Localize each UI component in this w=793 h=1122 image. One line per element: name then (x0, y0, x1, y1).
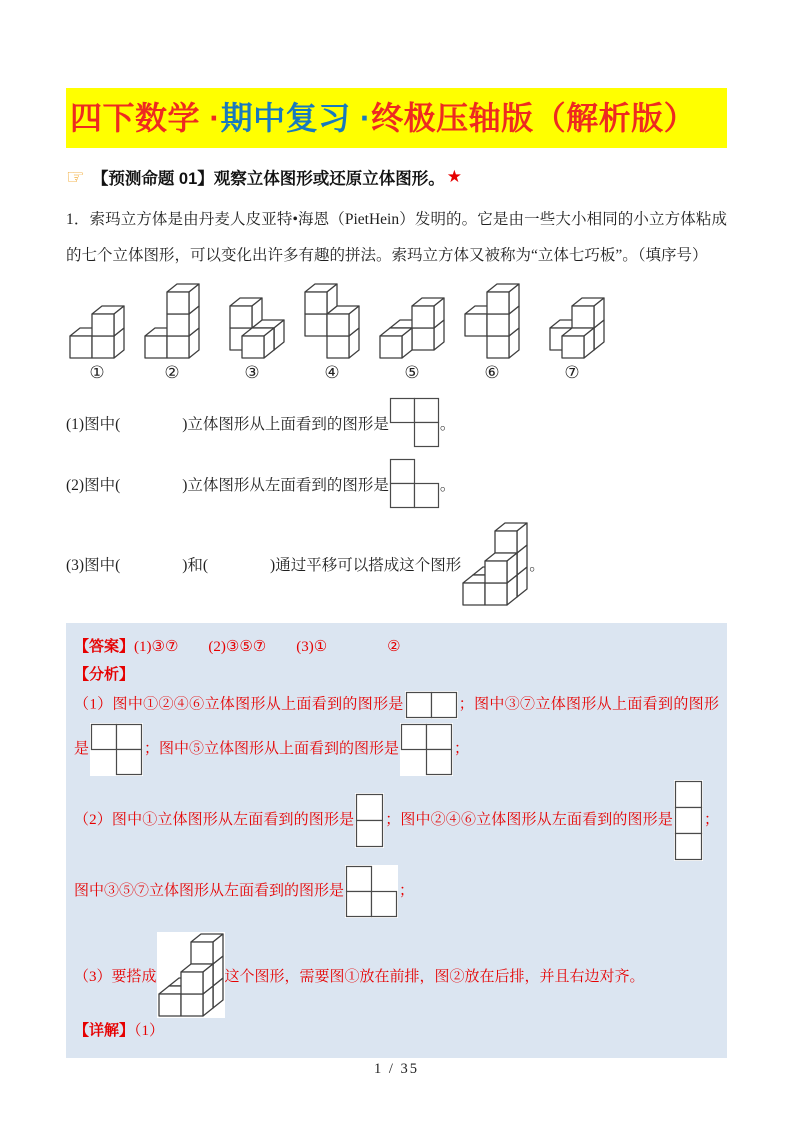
section-header (66, 165, 727, 189)
analysis-2-text-a: （2）图中①立体图形从左面看到的图形是 (74, 811, 355, 828)
figure-7-label: ⑦ (564, 363, 580, 382)
analysis-2-text-b: ；图中②④⑥立体图形从左面看到的图形是 (385, 811, 673, 828)
answer-values: (1)③⑦ (2)③⑤⑦ (3)① ② (134, 639, 401, 655)
title-segment: 终极压轴版（解析版） (371, 100, 697, 136)
question-3-text: (3)图中( )和( )通过平移可以搭成这个图形 (66, 557, 462, 574)
soma-figure-1 (68, 304, 126, 383)
cube-figure-2 (143, 282, 201, 360)
question-2-text: (2)图中( )立体图形从左面看到的图形是 (66, 476, 389, 494)
analysis-1-text-a: （1）图中①②④⑥立体图形从上面看到的图形是 (74, 696, 404, 713)
figure-6-label: ⑥ (484, 363, 500, 382)
top-view-row-grid (405, 691, 458, 719)
analysis-2-text-c: ；图中③⑤⑦立体图形从左面看到的图形是 (74, 811, 719, 899)
soma-figure-6 (463, 282, 521, 383)
answer-section (66, 623, 727, 1058)
figure-3-label: ③ (244, 363, 260, 382)
soma-figure-2 (143, 282, 201, 383)
analysis-2-end: ； (399, 882, 415, 899)
doc-title (66, 88, 727, 148)
question-3-period: 。 (529, 557, 545, 574)
soma-figure-7 (538, 296, 606, 383)
answer-label: 【答案】 (74, 639, 135, 655)
star-icon: ★ (446, 167, 463, 186)
soma-figure-3 (218, 296, 286, 383)
cube-figure-6 (463, 282, 521, 360)
section-header-text: 【预测命题 01】观察立体图形或还原立体图形。 (91, 170, 445, 188)
left-view-col3-grid (674, 780, 703, 861)
analysis-label-line (74, 661, 719, 689)
staircase-cube-figure (461, 521, 529, 607)
analysis-2 (74, 778, 719, 920)
detail-label: 【详解】 (74, 1023, 135, 1039)
detail-line (74, 1018, 719, 1044)
figure-1-label: ① (89, 363, 105, 382)
left-view-corner-grid (345, 865, 398, 918)
soma-figure-4 (303, 282, 361, 383)
answer-line (74, 633, 719, 661)
left-view-grid (389, 458, 440, 509)
cube-figure-5 (378, 296, 446, 360)
figure-4-label: ④ (324, 363, 340, 382)
analysis-3-text-b: 这个图形，需要图①放在前排，图②放在后排，并且右边对齐。 (224, 968, 645, 985)
pointing-finger-icon: ☞ (66, 165, 85, 189)
analysis-3-text-a: （3）要搭成 (74, 968, 157, 985)
left-view-col2-grid (355, 793, 384, 848)
question-3 (66, 521, 727, 607)
analysis-1 (74, 689, 719, 778)
analysis-1-text-b: ；图中③⑦立体图形从上面看到的图形是 (74, 696, 719, 757)
top-view-corner-grid-2 (400, 723, 453, 776)
cube-figure-3 (218, 296, 286, 360)
title-segment: 期中复习 (220, 100, 351, 136)
staircase-cube-figure-2 (157, 932, 225, 1018)
cube-figure-7 (538, 296, 606, 360)
title-segment: · (350, 100, 372, 136)
page-number: 1 / 35 (373, 1061, 420, 1077)
question-2-period: 。 (439, 476, 456, 494)
title-segment: 四下数学 (70, 100, 201, 136)
question-1-period: 。 (439, 415, 456, 433)
cube-figure-4 (303, 282, 361, 360)
cube-figure-1 (68, 304, 126, 360)
question-intro: 1．索玛立方体是由丹麦人皮亚特•海恩（PietHein）发明的。它是由一些大小相同的小立方体粘成的七个立体图形，可以变化出许多有趣的拼法。索玛立方体又被称为“立体七巧板”。（填序号） (66, 211, 727, 264)
analysis-label: 【分析】 (74, 667, 135, 683)
top-view-corner-grid (90, 723, 143, 776)
soma-figures-row (66, 282, 727, 383)
question-1-text: (1)图中( )立体图形从上面看到的图形是 (66, 415, 389, 433)
figure-5-label: ⑤ (404, 363, 420, 382)
analysis-3 (74, 932, 719, 1018)
question-2 (66, 458, 727, 509)
top-view-grid (389, 397, 440, 448)
title-segment: · (200, 100, 221, 136)
detail-text: （1） (134, 1023, 165, 1039)
figure-2-label: ② (164, 363, 180, 382)
analysis-1-end: ； (454, 740, 470, 757)
analysis-1-text-c: ；图中⑤立体图形从上面看到的图形是 (144, 740, 400, 757)
soma-figure-5 (378, 296, 446, 383)
question-1 (66, 397, 727, 448)
